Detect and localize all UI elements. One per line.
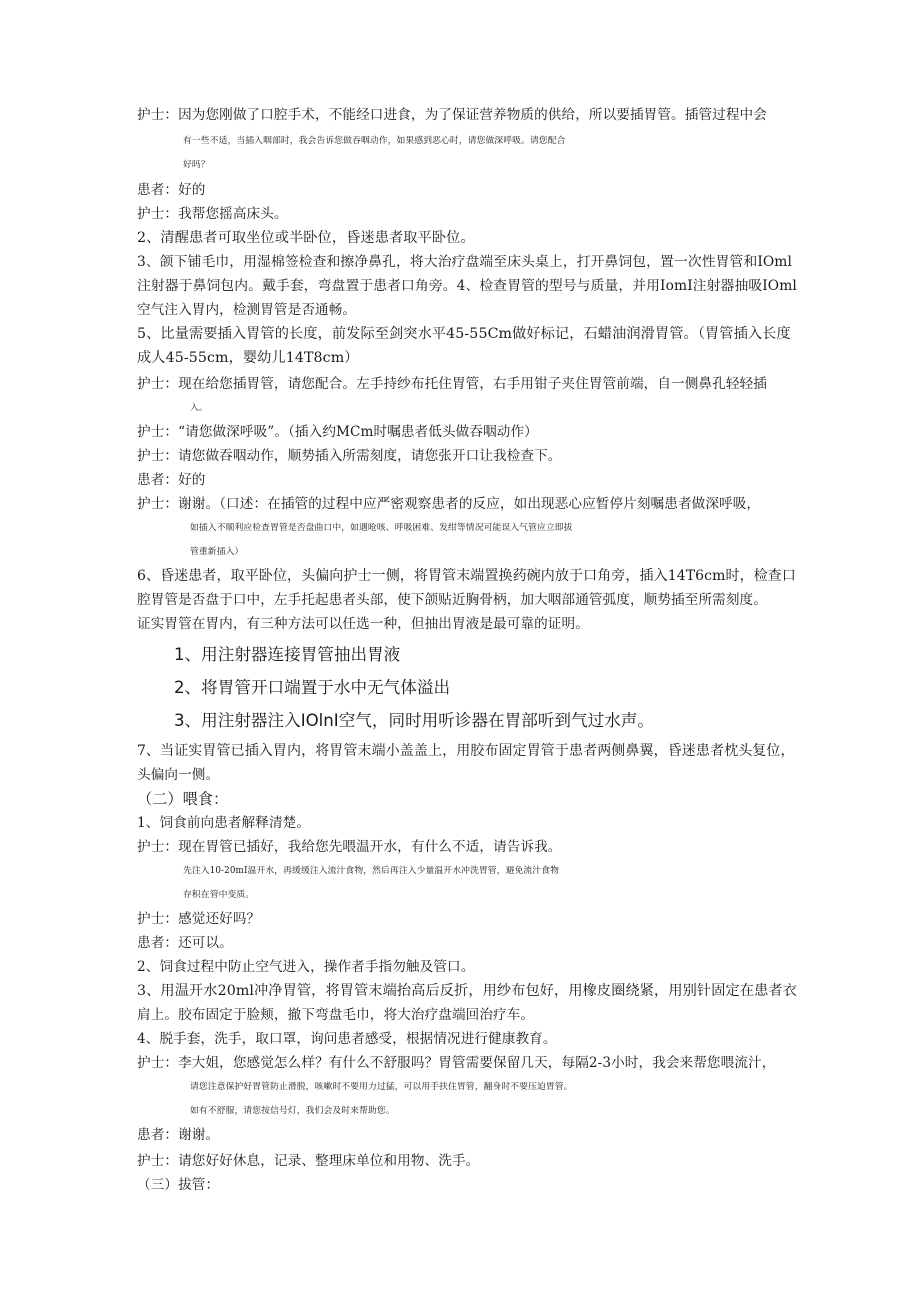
dialogue-nurse: 护士：现在给您插胃管，请您配合。左手持纱布托住胃管，右手用钳子夹住胃管前端，自一侧鼻孔轻轻插 xyxy=(137,376,767,392)
dialogue-nurse-intro: 护士：因为您刚做了口腔手术，不能经口进食，为了保证营养物质的供给，所以要插胃管。插管过程中会 xyxy=(137,107,767,123)
dialogue-nurse-intro-cont: 好吗？ xyxy=(183,160,210,170)
feeding-step-1: 1、饲食前向患者解释清楚。 xyxy=(137,815,311,831)
dialogue-nurse-intro-cont: 有一些不适，当插入咽部时，我会告诉您做吞咽动作，如果感到恶心时，请您做深呼吸。请您配合 xyxy=(183,136,566,146)
section-heading-feeding: （二）喂食： xyxy=(137,790,229,808)
dialogue-patient: 患者：好的 xyxy=(137,472,206,488)
feeding-step-2: 2、饲食过程中防止空气进入，操作者手指勿触及管口。 xyxy=(137,959,475,975)
section-heading-removal: （三）拔管： xyxy=(137,1177,220,1193)
dialogue-nurse: 护士：谢谢。（口述：在插管的过程中应严密观察患者的反应，如出现恶心应暂停片刻嘱患者做深呼吸， xyxy=(137,496,761,512)
dialogue-nurse: 护士：我帮您摇高床头。 xyxy=(137,206,288,222)
method-1: 1、用注射器连接胃管抽出胃液 xyxy=(174,645,401,664)
step-5: 5、比量需要插入胃管的长度，前发际至剑突水平45-55Cm做好标记，石蜡油润滑胃管。（胃管插入长度 xyxy=(137,326,791,342)
dialogue-nurse: 护士：现在胃管已插好，我给您先喂温开水，有什么不适，请告诉我。 xyxy=(137,839,562,855)
dialogue-nurse-cont: 管重新插入） xyxy=(190,547,244,557)
dialogue-nurse: 护士：请您好好休息，记录、整理床单位和用物、洗手。 xyxy=(137,1153,480,1169)
step-6-cont: 腔胃管是否盘于口中，左手托起患者头部，使下颌贴近胸骨柄，加大咽部通管弧度，顺势插至所需刻度。 xyxy=(137,592,767,608)
dialogue-nurse: 护士：“请您做深呼吸”。（插入约MCm时嘱患者低头做吞咽动作） xyxy=(137,424,538,440)
dialogue-nurse: 护士：李大姐，您感觉怎么样？有什么不舒服吗？胃管需要保留几天，每隔2-3小时，我会来帮您喂流汁， xyxy=(137,1055,776,1071)
step-5-cont: 成人45-55cm，婴幼儿14T8cm） xyxy=(137,350,359,366)
step-6-cont: 证实胃管在胃内，有三种方法可以任选一种，但抽出胃液是最可靠的证明。 xyxy=(137,616,589,632)
feeding-step-3-cont: 肩上。胶布固定于脸颊，撤下弯盘毛巾，将大治疗盘端回治疗车。 xyxy=(137,1007,535,1023)
step-3-cont: 空气注入胃内，检测胃管是否通畅。 xyxy=(137,302,357,318)
step-7: 7、当证实胃管已插入胃内，将胃管末端小盖盖上，用胶布固定胃管于患者两侧鼻翼，昏迷患者枕头复位， xyxy=(137,743,795,759)
feeding-instruction: 先注入10-20mI温开水，再缓缓注入流汁食物，然后再注入少量温开水冲洗胃管，避免流汁食物 xyxy=(183,866,559,876)
feeding-instruction-cont: 存积在管中变质。 xyxy=(183,890,255,900)
step-2: 2、清醒患者可取坐位或半卧位，昏迷患者取平卧位。 xyxy=(137,230,475,246)
step-6: 6、昏迷患者，取平卧位，头偏向护士一侧，将胃管末端置换药碗内放于口角旁，插入14T6cm时，检查口 xyxy=(137,568,796,584)
feeding-step-4: 4、脱手套，洗手，取口罩，询问患者感受，根据情况进行健康教育。 xyxy=(137,1031,557,1047)
dialogue-patient: 患者：好的 xyxy=(137,182,206,198)
dialogue-patient: 患者：还可以。 xyxy=(137,935,233,951)
step-3-cont: 注射器于鼻饲包内。戴手套，弯盘置于患者口角旁。4、检查胃管的型号与质量，并用IomI注射器抽吸IOml xyxy=(137,278,797,294)
feeding-step-3: 3、用温开水20ml冲净胃管，将胃管末端抬高后反折，用纱布包好，用橡皮圈绕紧，用别针固定在患者衣 xyxy=(137,983,797,999)
method-2: 2、将胃管开口端置于水中无气体溢出 xyxy=(174,678,451,697)
dialogue-nurse-cont: 入。 xyxy=(190,403,208,413)
dialogue-nurse-cont: 请您注意保护好胃管防止滑脱，咳嗽时不要用力过猛，可以用手扶住胃管，翻身时不要压迫胃管。 xyxy=(190,1082,573,1092)
dialogue-nurse: 护士：感觉还好吗？ xyxy=(137,911,261,927)
step-7-cont: 头偏向一侧。 xyxy=(137,767,220,783)
dialogue-nurse: 护士：请您做吞咽动作，顺势插入所需刻度，请您张开口让我检查下。 xyxy=(137,448,562,464)
dialogue-nurse-cont: 如有不舒服，请您按信号灯，我们会及时来帮助您。 xyxy=(190,1106,395,1116)
dialogue-patient: 患者：谢谢。 xyxy=(137,1127,220,1143)
step-3: 3、颌下铺毛巾，用湿棉签检查和擦净鼻孔，将大治疗盘端至床头桌上，打开鼻饲包，置一次性胃管和IOml xyxy=(137,254,792,270)
method-3: 3、用注射器注入IOlnI空气，同时用听诊器在胃部听到气过水声。 xyxy=(174,711,654,730)
dialogue-nurse-cont: 如插入不顺利应检查胃管是否盘曲口中，如遇呛咳、呼吸困难、发绀等情况可能误入气管应立即拔 xyxy=(190,523,573,533)
